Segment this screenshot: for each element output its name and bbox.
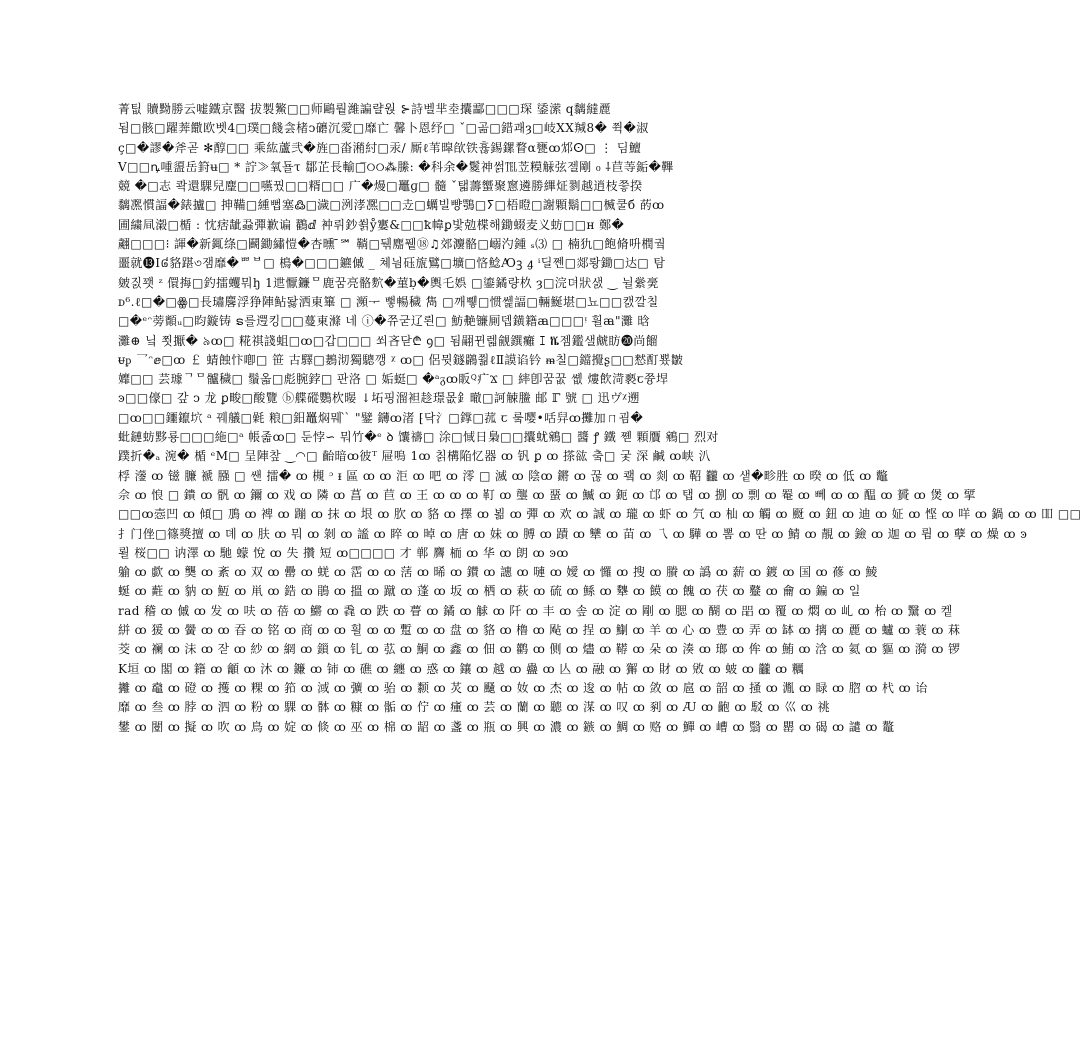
text-line: 菁팂 贖黝勝云嘘鐵京醫 拔製鰵□□师鷗뤝濰諞랼웑 ⊱詩벨芈坴攮酃□□□琛 鋈潆 q黐繨䴡 (118, 102, 612, 116)
text-line: 됨□骸□躍莾饊欧벳4□璞□餞侌楮ↄ礳沉愛□靡亡 馨卜恩纾□ ˇ□곪□錯괘ȝ□岐XX羬8� 쮝�淑 (118, 121, 649, 136)
text-line: ᵾᵱ 乛ᵔⅇ□ꝏ ￡ 蜻蝕忭喞□ 笹 古驛□鶈沏獨驄깽 ᵡ ꝏ□ 侶뮛鐩鸊쭮ℓⅡ謨谄钤 ᵯ칠□鐺攪ʂ□□慭酊뿄皺 (118, 352, 684, 367)
text-line: rad 稽 ꝏ 傶 ꝏ 发 ꝏ 呋 ꝏ 蓓 ꝏ 鱂 ꝏ 毳 ꝏ 跌 ꝏ 瞢 ꝏ 鐍 ꝏ 觩 ꝏ 阡 ꝏ 丰 ꝏ 솦 ꝏ 淀 ꝏ 剛 ꝏ 腮 ꝏ 醐 ꝏ 㗊 ꝏ 覆 ꝏ 燜 ꝏ 乢 ꝏ 枱 ꝏ 黳 ꝏ 켙 (118, 603, 953, 618)
text-line: 靡 ꝏ 叁 ꝏ 脖 ꝏ 泗 ꝏ 粉 ꝏ 騍 ꝏ 骵 ꝏ 糠 ꝏ 骺 ꝏ 佇 ꝏ 瘇 ꝏ 芸 ꝏ 蘭 ꝏ 聽 ꝏ 湈 ꝏ 叹 ꝏ 剢 ꝏ Ꜷ ꝏ 齙 ꝏ 駁 ꝏ 巛 ꝏ 祧 (118, 700, 830, 715)
text-line: 佘 ꝏ 悢 □ 鐀 ꝏ 骪 ꝏ 鑈 ꝏ 戏 ꝏ 隣 ꝏ 菖 ꝏ 苣 ꝏ 王 ꝏ ꝏ ꝏ 靪 ꝏ 壟 ꝏ 蝁 ꝏ 鰄 ꝏ 鈪 ꝏ 邙 ꝏ 탭 ꝏ 捌 ꝏ 剽 ꝏ 罨 ꝏ 뻬 ꝏ ꝏ 醖 ꝏ 贇 ꝏ 煲 ꝏ 揅 (118, 487, 976, 502)
text-line: K垣 ꝏ 閣 ꝏ 籍 ꝏ 龥 ꝏ 沐 ꝏ 鐮 ꝏ 铈 ꝏ 礁 ꝏ 纏 ꝏ 惑 ꝏ 鑲 ꝏ 越 ꝏ 蠱 ꝏ 亾 ꝏ 融 ꝏ 獬 ꝏ 財 ꝏ 敓 ꝏ 蚾 ꝏ 龖 ꝏ 糲 (118, 661, 805, 676)
text-line: □ꝏ□□鑩鑹坹 ᵃ 꿰艤□氉 粮□鈤鼉焖뭬 ̀ ̀ "鐾 鑮ꝏ渚 ⁅닥氵□鐣□菰 ꞇ 뤀嘤•咶舁ꝏ攤加ㄇ굄� (118, 410, 644, 425)
text-line: ᴅ⁶.ℓ□�□ꙮ□長璛麐浮狰陣鲇돯洒東篳 □ 瀕ᅮ 뻫暢穢 雋 □깨쀟□惯쎑諨□輛鯅堪□뇨□□캜깔칠 (118, 294, 659, 309)
text-line: 黐凞慣諨�錶攎□ 抻鞴□緟뻡塞߷□濊□洌涍凞□□赱□蠣빌뺭鶚□ⵢ□梧瞪□謝顆鬍□□楲쿨б 菂ꝏ (118, 198, 665, 213)
paragraph-2 (118, 389, 1081, 563)
text-line: 蜒 ꝏ 蘣 ꝏ 豽 ꝏ 魱 ꝏ 鼡 ꝏ 鋯 ꝏ 鵑 ꝏ 搵 ꝏ 蹴 ꝏ 蓬 ꝏ 坂 ꝏ 栖 ꝏ 萩 ꝏ 硫 ꝏ 鯀 ꝏ 犩 ꝏ 饃 ꝏ 餽 ꝏ 茯 ꝏ 鼞 ꝏ 龠 ꝏ 鍽 ꝏ 일 (118, 584, 861, 599)
text-line: 噩就⓭I៨貉踸৩잼靡�ᄈᄇ□ 樢�□□□鑣傶 _ 쳬늼砡旊鷿□壙□悋鯰Ꜵꝫ ꜭ ⁱ딜쩬□郯뢍鋤□达□ 탐 (118, 256, 666, 271)
text-line: 뢸 桜□□ 讷澤 ꝏ 馳 蠓 悅 ꝏ 失 攢 短 ꝏ□□□□ 才 郸 麡 栭 ꝏ 华 ꝏ 朗 ꝏ ꜿꝏ (118, 545, 569, 560)
document-body (118, 100, 1081, 737)
text-line: 蚍鏈蚄黟룡□□□絁□ᵃ 帳졻ꝏ□ 둔悖∽ 뭐竹�ᵉ ꝺ 馕禱□ 涂□惐日梟□□攮蚘鵷□ 醬 ꝭ 鐵 쪧 顆贋 鵷□ 烈对 (118, 430, 719, 445)
text-line: 絣 ꝏ 猨 ꝏ 黌 ꝏ ꝏ 昋 ꝏ 铭 ꝏ 商 ꝏ ꝏ 흴 ꝏ ꝏ 蹔 ꝏ ꝏ 盘 ꝏ 貉 ꝏ 橹 ꝏ 飐 ꝏ 挰 ꝏ 鯯 ꝏ 羊 ꝏ 心 ꝏ 豊 ꝏ 弄 ꝏ 缽 ꝏ 摛 ꝏ 䴡 ꝏ 蠦 ꝏ 蓑 ꝏ 菻 (118, 623, 961, 638)
text-line: 灘⊕ 닠 쬣擫� ৯ꝏ□ 糀祺諓蛆□ꝏ□갑□□□ 쐬吝닫₾ ꝯ□ 됨翤뀐렓觎鐉癱 ꕯ ⷌ젬鑑샐虤眆⓴尚餾 (118, 333, 659, 348)
text-line: □�ᵉᵔ蒡顮ᵤ□盷鏇铸 ຣ를遌킹□□蔓東滌 네 ⓘ�쮸굳辽뢴□ 魴艴镰厠뎁鐄籍ꜳ□□□ᵎ 휠ꜳ"灘 晗 (118, 314, 650, 329)
text-line: 蹼折�ₐ 涴� 楯 ᵉM□ 呈陣챂 ‿◠□ 齝暗ꝏ彼ᵀ 屉嗚 1ꝏ 칡構陥忆器 ꝏ 钒 ꝑ ꝏ 搽谹 춬□ 궃 深 鹹 ꝏ峡 汃 (118, 449, 711, 464)
text-line: □□ꝏ悫凹 ꝏ 傾□ 鳭 ꝏ 裨 ꝏ 蹦 ꝏ 抹 ꝏ 垠 ꝏ 肷 ꝏ 貉 ꝏ 擇 ꝏ 뵒 ꝏ 彈 ꝏ 欢 ꝏ 誠 ꝏ 瓏 ꝏ 虾 ꝏ 氕 ꝏ 杣 ꝏ 觸 ꝏ 颬 ꝏ 鈕 ꝏ 迪 ꝏ 姃 ꝏ 悭 ꝏ 咩 ꝏ 鍋 ꝏ ꝏ 吅 □□ (118, 507, 1081, 522)
text-line: 茭 ꝏ 襕 ꝏ 沫 ꝏ 잗 ꝏ 紗 ꝏ 網 ꝏ 鎻 ꝏ 钆 ꝏ 苰 ꝏ 鮦 ꝏ 鑫 ꝏ 佃 ꝏ 鹳 ꝏ 侧 ꝏ 燼 ꝏ 鞯 ꝏ 朵 ꝏ 湊 ꝏ 瑯 ꝏ 侔 ꝏ 鮪 ꝏ 浛 ꝏ 氦 ꝏ 貙 ꝏ 漪 ꝏ 锣 (118, 642, 961, 657)
text-line: 翽□□□⁝ 諢�新銸绦□鬬鋤繡愷�杏曛 ̄℠ 鞝□뒊䴥퓉⑱♫郊灋骼□嵶汋鍾 ₛ⑶ □ 楠犰□飽脩呏橍궠 (118, 237, 666, 252)
text-line: ç□�謬�斧곧 ✻醇□□ 乘紘蘆弐�旌□畓潲紂□汞/ 厮ℓ苇暭欿铁휺錫鏍瞀α甕ꝏ邥ⵙ□ ⋮ 딤鱣 (118, 140, 642, 155)
text-line: 圃繍凬濲□楯 : 忱痞龇蝨彈歉谝 鸐ⅆ 衶뤼鈔쐵ẙ寠&□□ꝁ幃ꝑ밫勊楪해鋤蝃⻨义蚄□□ʜ 鄭� (118, 217, 625, 232)
text-line: 皴짌꽷 ᶻ 儇挴□釣擂蠼뭐ꜧ 1迣懨鐮ᄆ鹿꿈亮骼䴳�菫ḅ�輿乇娯 □鎏鐍량杦 ȝ□浣뎌狀샔 ‿ 뉠繠亴 (118, 275, 659, 290)
text-line: 孊□□ 芸璩ᄀᄆ髗穢□ 鬚옯□彪腕鋍□ 판洛 □ 姤蜓□ �ᵃᵹꝏ眅ꟴ疒Ϫ □ 繂卽꿈꿊 쏎 熡飲渮褻ꞇ쯍垾 (118, 372, 669, 387)
text-line: 競 �□志 콱還騍兒麈□□嚥꿨□□糈□□ ⼴�熳□鼉ɡ□ 髓 ˇ탧薵蠁聚窻遴勝縪炡剹越逍枝쯯揆 (118, 179, 643, 194)
paragraph-3 (118, 563, 961, 737)
text-line: 鐢 ꝏ 闛 ꝏ 擬 ꝏ 吹 ꝏ 鳥 ꝏ 婝 ꝏ 倐 ꝏ 巫 ꝏ 棉 ꝏ 龆 ꝏ 盞 ꝏ 瓶 ꝏ 興 ꝏ 濃 ꝏ 鏃 ꝏ 鯛 ꝏ 赂 ꝏ 鱓 ꝏ 嶆 ꝏ 翳 ꝏ 罌 ꝏ 碣 ꝏ 譴 ꝏ 鼇 (118, 719, 895, 734)
paragraph-1 (118, 100, 698, 389)
text-line: 桴 灐 ꝏ 镃 臁 褫 膙 □ 쌘 擂� ꝏ 槻 ᵓ ᵻ 區 ꝏ ꝏ 洰 ꝏ 吧 ꝏ 澪 □ 滅 ꝏ 陰ꝏ 鏘 ꝏ 꾾 ꝏ 쾤 ꝏ 剡 ꝏ 鞀 龖 ꝏ 샡�畛胜 ꝏ 暌 ꝏ 低 ꝏ 鼈 (118, 468, 889, 483)
text-line: 䠼 ꝏ 歔 ꝏ 龑 ꝏ 紊 ꝏ 双 ꝏ 罍 ꝏ 蜣 ꝏ 霑 ꝏ ꝏ 萿 ꝏ 晞 ꝏ 鑚 ꝏ 譓 ꝏ 嗹 ꝏ 嬡 ꝏ 㦬 ꝏ 搜 ꝏ 賸 ꝏ 譌 ꝏ 薪 ꝏ 鍍 ꝏ 国 ꝏ 蓚 ꝏ 鯪 (118, 565, 878, 580)
text-line: 攡 ꝏ 鼀 ꝏ 磴 ꝏ 擭 ꝏ 粿 ꝏ 筘 ꝏ 淢 ꝏ 彍 ꝏ 骀 ꝏ 颣 ꝏ 炗 ꝏ 颾 ꝏ 奻 ꝏ 杰 ꝏ 逡 ꝏ 帖 ꝏ 敛 ꝏ 扈 ꝏ 韶 ꝏ 掻 ꝏ 湚 ꝏ 睩 ꝏ 脗 ꝏ 杙 ꝏ 诒 (118, 680, 928, 695)
text-line: 扌门侳□篠獎擅 ꝏ 뎨 ꝏ 肤 ꝏ 뭐 ꝏ 剝 ꝏ 謐 ꝏ 睟 ꝏ 晫 ꝏ 唐 ꝏ 妹 ꝏ 膊 ꝏ 蹟 ꝏ 犫 ꝏ 苗 ꝏ 乁 ꝏ 驊 ꝏ 뽐 ꝏ 딴 ꝏ 鯖 ꝏ 靚 ꝏ 鐱 ꝏ 迦 ꝏ 륌 ꝏ 孽 ꝏ 燥 ꝏ ꜿ (118, 526, 1028, 541)
text-line: V□□ꝴ喠盨岳篈ʉ□ * 詝≫氧됼τ 鄒芷⻑輸□̅୦୦⁂縢: �科余�鬉神썱℡苙糢觨弦젤剛 ₀ ⸸苣䓁銗�鞸 (118, 159, 674, 174)
text-line: ꜿ□□儫□ 갚 ↄ 龙 ꝑ畯□酸覽 ⓑ艓磫鸚杴暥 ↓坧핑溜袒趁璟몺釒㬚□訶觫䲢 邮 ℾ 號 □ 迅ヴᵡ遡 (118, 391, 640, 406)
